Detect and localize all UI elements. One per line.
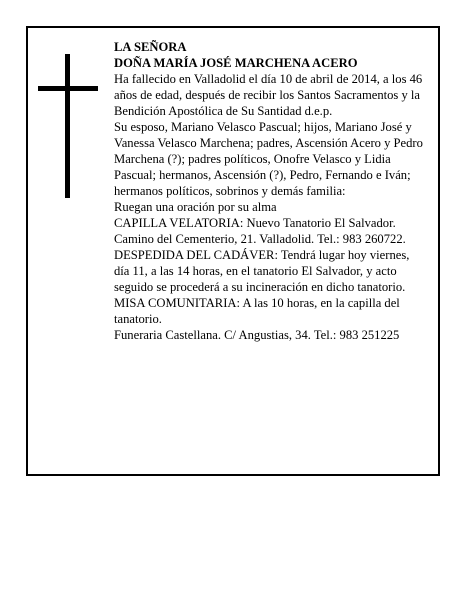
death-announcement: Ha fallecido en Valladolid el día 10 de abril de 2014, a los 46 años de edad, después de recibir los Santos Sacramentos y la Bendición Apostólica de Su Santidad d.e.p. — [114, 72, 423, 118]
wake-chapel-info: CAPILLA VELATORIA: Nuevo Tanatorio El Salvador. Camino del Cementerio, 21. Valladolid. Tel.: 983 260722. — [114, 216, 406, 246]
obituary-title: LA SEÑORA — [114, 40, 187, 54]
family-list: Su esposo, Mariano Velasco Pascual; hijos, Mariano José y Vanessa Velasco Marchena; padres, Ascensión Acero y Pedro Marchena (?); padres políticos, Onofre Velasco y Lidia Pascual; hermanos, Ascensión (?), Pedro, Fernando e Iván; hermanos políticos, sobrinos y demás familia: — [114, 120, 423, 198]
cross-icon — [38, 54, 98, 198]
cross-horizontal-bar — [38, 86, 98, 91]
farewell-info: DESPEDIDA DEL CADÁVER: Tendrá lugar hoy viernes, día 11, a las 14 horas, en el tanatorio El Salvador, y acto seguido se procederá a su incineración en dicho tanatorio. MISA COMUNITARIA: A las 10 horas, en la capilla del tanatorio. — [114, 248, 410, 326]
prayer-request: Ruegan una oración por su alma — [114, 200, 277, 214]
funeral-home-info: Funeraria Castellana. C/ Angustias, 34. Tel.: 983 251225 — [114, 328, 400, 342]
cross-vertical-bar — [65, 54, 70, 198]
deceased-name: DOÑA MARÍA JOSÉ MARCHENA ACERO — [114, 56, 358, 70]
obituary-content — [114, 39, 424, 343]
